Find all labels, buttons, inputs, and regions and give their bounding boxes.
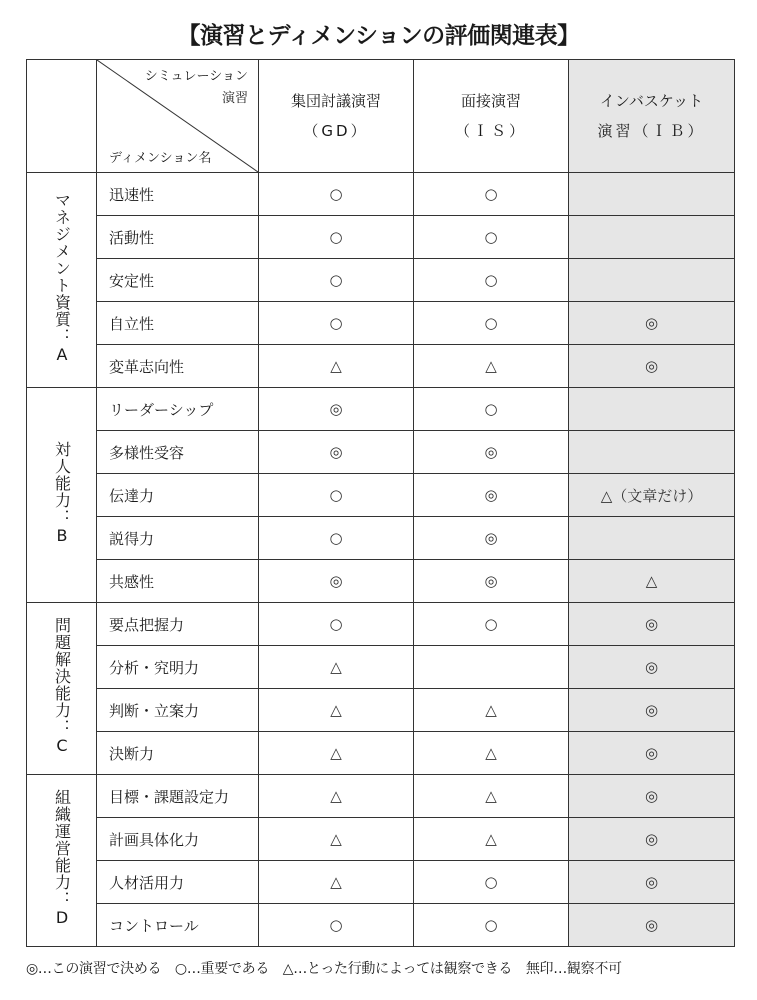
table-row bbox=[27, 646, 735, 689]
category-cell bbox=[27, 173, 97, 388]
category-label: 対人能力：B bbox=[52, 440, 72, 546]
gd-mark-cell: ○ bbox=[259, 603, 414, 646]
ib-mark-cell: ◎ bbox=[569, 689, 735, 732]
ib-mark-cell: ◎ bbox=[569, 302, 735, 345]
dimension-name-cell: 共感性 bbox=[97, 560, 259, 603]
evaluation-table bbox=[26, 59, 735, 947]
gd-mark-cell: △ bbox=[259, 775, 414, 818]
dimension-name-cell: 決断力 bbox=[97, 732, 259, 775]
table-row bbox=[27, 775, 735, 818]
is-mark-cell: ◎ bbox=[414, 474, 569, 517]
gd-mark-cell: ○ bbox=[259, 259, 414, 302]
is-mark-cell: ○ bbox=[414, 302, 569, 345]
ib-mark-cell: ◎ bbox=[569, 345, 735, 388]
category-cell bbox=[27, 603, 97, 775]
dimension-name-cell: 安定性 bbox=[97, 259, 259, 302]
dimension-name-cell: 分析・究明力 bbox=[97, 646, 259, 689]
table-row bbox=[27, 259, 735, 302]
gd-mark-cell: ○ bbox=[259, 216, 414, 259]
gd-mark-cell: ○ bbox=[259, 302, 414, 345]
ib-mark-cell: ◎ bbox=[569, 603, 735, 646]
table-row bbox=[27, 560, 735, 603]
gd-mark-cell: ○ bbox=[259, 517, 414, 560]
dimension-name-cell: 多様性受容 bbox=[97, 431, 259, 474]
diagonal-header-cell bbox=[97, 60, 259, 173]
table-row bbox=[27, 431, 735, 474]
column-header-gd-line1: 集団討議演習 bbox=[290, 92, 381, 110]
simulation-label bbox=[145, 66, 248, 110]
is-mark-cell: △ bbox=[414, 345, 569, 388]
gd-mark-cell: △ bbox=[259, 646, 414, 689]
dimension-name-cell: 人材活用力 bbox=[97, 861, 259, 904]
category-label: 組織運営能力：D bbox=[52, 789, 72, 928]
ib-mark-cell bbox=[569, 517, 735, 560]
table-row bbox=[27, 818, 735, 861]
table-row bbox=[27, 216, 735, 259]
is-mark-cell: ○ bbox=[414, 216, 569, 259]
dimension-name-cell: 変革志向性 bbox=[97, 345, 259, 388]
dimension-name-cell: 説得力 bbox=[97, 517, 259, 560]
table-row bbox=[27, 861, 735, 904]
ib-mark-cell: ◎ bbox=[569, 775, 735, 818]
ib-mark-cell bbox=[569, 431, 735, 474]
is-mark-cell: △ bbox=[414, 732, 569, 775]
category-label: 問題解決能力：C bbox=[52, 617, 72, 756]
gd-mark-cell: ◎ bbox=[259, 560, 414, 603]
table-row bbox=[27, 904, 735, 947]
category-header-cell bbox=[27, 60, 97, 173]
gd-mark-cell: ◎ bbox=[259, 388, 414, 431]
column-header-ib-line2: 演習（ＩＢ） bbox=[597, 122, 706, 140]
dimension-name-cell: 迅速性 bbox=[97, 173, 259, 216]
is-mark-cell: ○ bbox=[414, 173, 569, 216]
table-row bbox=[27, 388, 735, 431]
is-mark-cell: △ bbox=[414, 775, 569, 818]
gd-mark-cell: △ bbox=[259, 345, 414, 388]
dimension-name-cell: 活動性 bbox=[97, 216, 259, 259]
legend: ◎…この演習で決める ○…重要である △…とった行動によっては観察できる 無印…観察不可 bbox=[26, 961, 622, 977]
is-mark-cell: △ bbox=[414, 689, 569, 732]
ib-mark-cell: ◎ bbox=[569, 861, 735, 904]
simulation-label-line1: シミュレーション bbox=[144, 69, 248, 84]
ib-mark-cell bbox=[569, 259, 735, 302]
column-header-ib-line1: インバスケット bbox=[599, 92, 704, 110]
gd-mark-cell: ○ bbox=[259, 474, 414, 517]
gd-mark-cell: △ bbox=[259, 818, 414, 861]
is-mark-cell: ◎ bbox=[414, 517, 569, 560]
gd-mark-cell: ◎ bbox=[259, 431, 414, 474]
dimension-name-cell: 目標・課題設定力 bbox=[97, 775, 259, 818]
ib-mark-cell: △（文章だけ） bbox=[569, 474, 735, 517]
table-row bbox=[27, 689, 735, 732]
table-row bbox=[27, 302, 735, 345]
dimension-name-cell: 要点把握力 bbox=[97, 603, 259, 646]
gd-mark-cell: ○ bbox=[259, 904, 414, 947]
gd-mark-cell: △ bbox=[259, 732, 414, 775]
ib-mark-cell bbox=[569, 216, 735, 259]
is-mark-cell: △ bbox=[414, 818, 569, 861]
is-mark-cell: ○ bbox=[414, 388, 569, 431]
ib-mark-cell: ◎ bbox=[569, 646, 735, 689]
column-header-gd-line2: （GD） bbox=[303, 122, 369, 140]
is-mark-cell: ○ bbox=[414, 603, 569, 646]
ib-mark-cell: △ bbox=[569, 560, 735, 603]
ib-mark-cell bbox=[569, 173, 735, 216]
dimension-label: ディメンション名 bbox=[109, 151, 212, 166]
table-row bbox=[27, 517, 735, 560]
dimension-name-cell: 伝達力 bbox=[97, 474, 259, 517]
dimension-name-cell: 判断・立案力 bbox=[97, 689, 259, 732]
gd-mark-cell: ○ bbox=[259, 173, 414, 216]
table-row bbox=[27, 173, 735, 216]
category-cell bbox=[27, 775, 97, 947]
is-mark-cell: ◎ bbox=[414, 431, 569, 474]
is-mark-cell bbox=[414, 646, 569, 689]
table-title: 【演習とディメンションの評価関連表】 bbox=[177, 23, 580, 49]
header-row bbox=[27, 60, 735, 173]
category-label: マネジメント資質：A bbox=[52, 191, 72, 365]
column-header-is-line1: 面接演習 bbox=[460, 92, 521, 110]
is-mark-cell: ◎ bbox=[414, 560, 569, 603]
ib-mark-cell: ◎ bbox=[569, 818, 735, 861]
dimension-name-cell: 自立性 bbox=[97, 302, 259, 345]
dimension-name-cell: リーダーシップ bbox=[97, 388, 259, 431]
table-row bbox=[27, 345, 735, 388]
is-mark-cell: ○ bbox=[414, 861, 569, 904]
ib-mark-cell: ◎ bbox=[569, 732, 735, 775]
is-mark-cell: ○ bbox=[414, 904, 569, 947]
gd-mark-cell: △ bbox=[259, 689, 414, 732]
table-row bbox=[27, 732, 735, 775]
column-header-gd bbox=[259, 60, 414, 173]
ib-mark-cell: ◎ bbox=[569, 904, 735, 947]
dimension-name-cell: 計画具体化力 bbox=[97, 818, 259, 861]
category-cell bbox=[27, 388, 97, 603]
table-row bbox=[27, 603, 735, 646]
table-row bbox=[27, 474, 735, 517]
column-header-is-line2: （ＩＳ） bbox=[454, 122, 527, 140]
column-header-ib bbox=[569, 60, 735, 173]
simulation-label-line2: 演習 bbox=[221, 91, 248, 106]
dimension-name-cell: コントロール bbox=[97, 904, 259, 947]
is-mark-cell: ○ bbox=[414, 259, 569, 302]
ib-mark-cell bbox=[569, 388, 735, 431]
column-header-is bbox=[414, 60, 569, 173]
gd-mark-cell: △ bbox=[259, 861, 414, 904]
